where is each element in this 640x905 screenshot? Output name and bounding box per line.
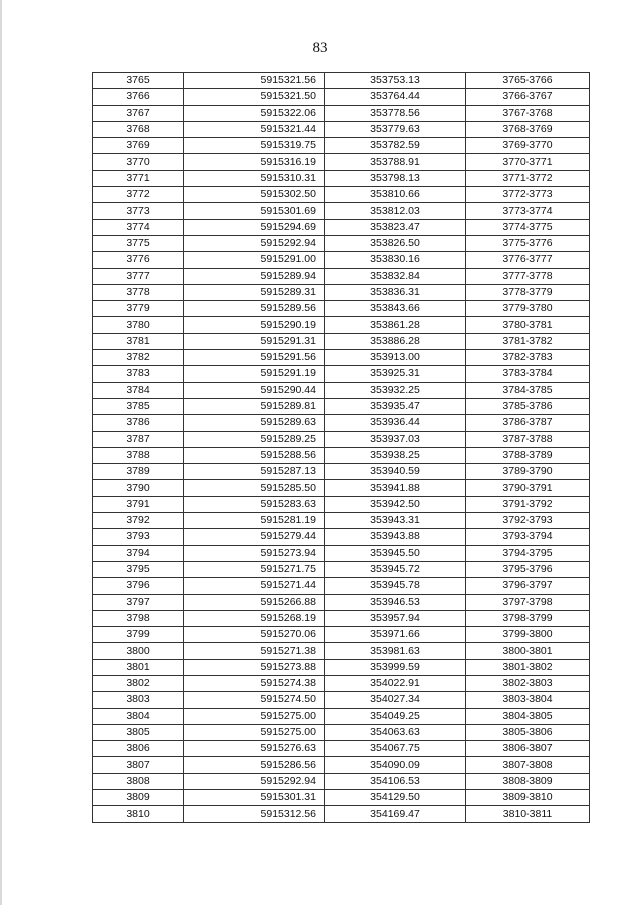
point-number-cell: 3774 [93, 219, 184, 235]
y-coordinate-cell: 353971.66 [325, 627, 466, 643]
x-coordinate-cell: 5915290.19 [184, 317, 325, 333]
point-number-cell: 3775 [93, 235, 184, 251]
point-number-cell: 3782 [93, 350, 184, 366]
y-coordinate-cell: 353938.25 [325, 447, 466, 463]
segment-cell: 3794-3795 [466, 545, 590, 561]
table-row [93, 594, 590, 610]
table-row [93, 545, 590, 561]
x-coordinate-cell: 5915292.94 [184, 773, 325, 789]
y-coordinate-cell: 353940.59 [325, 464, 466, 480]
table-row [93, 806, 590, 822]
table-row [93, 138, 590, 154]
point-number-cell: 3794 [93, 545, 184, 561]
x-coordinate-cell: 5915312.56 [184, 806, 325, 822]
segment-cell: 3765-3766 [466, 73, 590, 89]
point-number-cell: 3795 [93, 561, 184, 577]
segment-cell: 3783-3784 [466, 366, 590, 382]
point-number-cell: 3788 [93, 447, 184, 463]
y-coordinate-cell: 353812.03 [325, 203, 466, 219]
x-coordinate-cell: 5915301.69 [184, 203, 325, 219]
segment-cell: 3787-3788 [466, 431, 590, 447]
point-number-cell: 3766 [93, 89, 184, 105]
point-number-cell: 3784 [93, 382, 184, 398]
point-number-cell: 3781 [93, 333, 184, 349]
table-row [93, 496, 590, 512]
point-number-cell: 3791 [93, 496, 184, 512]
point-number-cell: 3780 [93, 317, 184, 333]
segment-cell: 3795-3796 [466, 561, 590, 577]
segment-cell: 3776-3777 [466, 252, 590, 268]
table-row [93, 170, 590, 186]
x-coordinate-cell: 5915273.88 [184, 659, 325, 675]
point-number-cell: 3785 [93, 398, 184, 414]
x-coordinate-cell: 5915290.44 [184, 382, 325, 398]
x-coordinate-cell: 5915274.38 [184, 675, 325, 691]
y-coordinate-cell: 353788.91 [325, 154, 466, 170]
y-coordinate-cell: 353779.63 [325, 121, 466, 137]
point-number-cell: 3770 [93, 154, 184, 170]
point-number-cell: 3807 [93, 757, 184, 773]
point-number-cell: 3786 [93, 415, 184, 431]
x-coordinate-cell: 5915289.94 [184, 268, 325, 284]
point-number-cell: 3801 [93, 659, 184, 675]
y-coordinate-cell: 353830.16 [325, 252, 466, 268]
segment-cell: 3796-3797 [466, 578, 590, 594]
x-coordinate-cell: 5915321.56 [184, 73, 325, 89]
y-coordinate-cell: 354022.91 [325, 675, 466, 691]
table-row [93, 187, 590, 203]
x-coordinate-cell: 5915283.63 [184, 496, 325, 512]
point-number-cell: 3776 [93, 252, 184, 268]
x-coordinate-cell: 5915289.56 [184, 301, 325, 317]
y-coordinate-cell: 353999.59 [325, 659, 466, 675]
y-coordinate-cell: 354169.47 [325, 806, 466, 822]
x-coordinate-cell: 5915276.63 [184, 741, 325, 757]
table-row [93, 350, 590, 366]
point-number-cell: 3799 [93, 627, 184, 643]
segment-cell: 3797-3798 [466, 594, 590, 610]
x-coordinate-cell: 5915286.56 [184, 757, 325, 773]
segment-cell: 3768-3769 [466, 121, 590, 137]
table-row [93, 513, 590, 529]
segment-cell: 3810-3811 [466, 806, 590, 822]
point-number-cell: 3778 [93, 284, 184, 300]
x-coordinate-cell: 5915266.88 [184, 594, 325, 610]
segment-cell: 3766-3767 [466, 89, 590, 105]
point-number-cell: 3803 [93, 692, 184, 708]
table-row [93, 447, 590, 463]
y-coordinate-cell: 354063.63 [325, 724, 466, 740]
x-coordinate-cell: 5915289.63 [184, 415, 325, 431]
point-number-cell: 3783 [93, 366, 184, 382]
segment-cell: 3805-3806 [466, 724, 590, 740]
segment-cell: 3799-3800 [466, 627, 590, 643]
segment-cell: 3807-3808 [466, 757, 590, 773]
table-row [93, 675, 590, 691]
x-coordinate-cell: 5915292.94 [184, 235, 325, 251]
y-coordinate-cell: 353946.53 [325, 594, 466, 610]
page-number: 83 [312, 40, 328, 56]
point-number-cell: 3772 [93, 187, 184, 203]
segment-cell: 3790-3791 [466, 480, 590, 496]
table-row [93, 398, 590, 414]
point-number-cell: 3804 [93, 708, 184, 724]
segment-cell: 3781-3782 [466, 333, 590, 349]
segment-cell: 3767-3768 [466, 105, 590, 121]
x-coordinate-cell: 5915268.19 [184, 610, 325, 626]
x-coordinate-cell: 5915279.44 [184, 529, 325, 545]
y-coordinate-cell: 353861.28 [325, 317, 466, 333]
y-coordinate-cell: 353937.03 [325, 431, 466, 447]
y-coordinate-cell: 354090.09 [325, 757, 466, 773]
segment-cell: 3800-3801 [466, 643, 590, 659]
y-coordinate-cell: 353823.47 [325, 219, 466, 235]
segment-cell: 3779-3780 [466, 301, 590, 317]
point-number-cell: 3792 [93, 513, 184, 529]
table-row [93, 578, 590, 594]
point-number-cell: 3773 [93, 203, 184, 219]
table-row [93, 627, 590, 643]
x-coordinate-cell: 5915270.06 [184, 627, 325, 643]
y-coordinate-cell: 353832.84 [325, 268, 466, 284]
y-coordinate-cell: 354067.75 [325, 741, 466, 757]
y-coordinate-cell: 353753.13 [325, 73, 466, 89]
segment-cell: 3791-3792 [466, 496, 590, 512]
y-coordinate-cell: 353886.28 [325, 333, 466, 349]
table-row [93, 415, 590, 431]
segment-cell: 3803-3804 [466, 692, 590, 708]
point-number-cell: 3796 [93, 578, 184, 594]
table-row [93, 741, 590, 757]
segment-cell: 3772-3773 [466, 187, 590, 203]
point-number-cell: 3793 [93, 529, 184, 545]
x-coordinate-cell: 5915291.31 [184, 333, 325, 349]
point-number-cell: 3808 [93, 773, 184, 789]
segment-cell: 3801-3802 [466, 659, 590, 675]
table-row [93, 529, 590, 545]
table-row [93, 708, 590, 724]
x-coordinate-cell: 5915302.50 [184, 187, 325, 203]
table-row [93, 252, 590, 268]
segment-cell: 3784-3785 [466, 382, 590, 398]
table-row [93, 121, 590, 137]
y-coordinate-cell: 353957.94 [325, 610, 466, 626]
y-coordinate-cell: 353826.50 [325, 235, 466, 251]
segment-cell: 3806-3807 [466, 741, 590, 757]
x-coordinate-cell: 5915294.69 [184, 219, 325, 235]
y-coordinate-cell: 354129.50 [325, 790, 466, 806]
y-coordinate-cell: 353782.59 [325, 138, 466, 154]
point-number-cell: 3806 [93, 741, 184, 757]
scan-edge [0, 0, 2, 905]
x-coordinate-cell: 5915291.00 [184, 252, 325, 268]
segment-cell: 3802-3803 [466, 675, 590, 691]
segment-cell: 3775-3776 [466, 235, 590, 251]
y-coordinate-cell: 353836.31 [325, 284, 466, 300]
segment-cell: 3769-3770 [466, 138, 590, 154]
table-row [93, 268, 590, 284]
table-row [93, 724, 590, 740]
table-row [93, 692, 590, 708]
table-row [93, 89, 590, 105]
x-coordinate-cell: 5915271.75 [184, 561, 325, 577]
coordinates-table [92, 72, 590, 823]
segment-cell: 3808-3809 [466, 773, 590, 789]
x-coordinate-cell: 5915289.31 [184, 284, 325, 300]
point-number-cell: 3790 [93, 480, 184, 496]
segment-cell: 3782-3783 [466, 350, 590, 366]
segment-cell: 3809-3810 [466, 790, 590, 806]
table-row [93, 203, 590, 219]
point-number-cell: 3789 [93, 464, 184, 480]
coordinates-table-body [93, 73, 590, 823]
x-coordinate-cell: 5915274.50 [184, 692, 325, 708]
y-coordinate-cell: 353935.47 [325, 398, 466, 414]
table-row [93, 154, 590, 170]
y-coordinate-cell: 353810.66 [325, 187, 466, 203]
point-number-cell: 3805 [93, 724, 184, 740]
segment-cell: 3804-3805 [466, 708, 590, 724]
x-coordinate-cell: 5915310.31 [184, 170, 325, 186]
y-coordinate-cell: 354106.53 [325, 773, 466, 789]
table-row [93, 464, 590, 480]
segment-cell: 3770-3771 [466, 154, 590, 170]
x-coordinate-cell: 5915271.44 [184, 578, 325, 594]
x-coordinate-cell: 5915281.19 [184, 513, 325, 529]
segment-cell: 3789-3790 [466, 464, 590, 480]
y-coordinate-cell: 353936.44 [325, 415, 466, 431]
x-coordinate-cell: 5915273.94 [184, 545, 325, 561]
table-row [93, 757, 590, 773]
x-coordinate-cell: 5915322.06 [184, 105, 325, 121]
table-row [93, 317, 590, 333]
x-coordinate-cell: 5915291.56 [184, 350, 325, 366]
y-coordinate-cell: 353778.56 [325, 105, 466, 121]
point-number-cell: 3777 [93, 268, 184, 284]
table-row [93, 480, 590, 496]
segment-cell: 3788-3789 [466, 447, 590, 463]
x-coordinate-cell: 5915288.56 [184, 447, 325, 463]
point-number-cell: 3809 [93, 790, 184, 806]
y-coordinate-cell: 354049.25 [325, 708, 466, 724]
y-coordinate-cell: 353943.88 [325, 529, 466, 545]
y-coordinate-cell: 353981.63 [325, 643, 466, 659]
segment-cell: 3792-3793 [466, 513, 590, 529]
segment-cell: 3773-3774 [466, 203, 590, 219]
y-coordinate-cell: 353941.88 [325, 480, 466, 496]
point-number-cell: 3765 [93, 73, 184, 89]
table-row [93, 219, 590, 235]
table-row [93, 284, 590, 300]
x-coordinate-cell: 5915319.75 [184, 138, 325, 154]
y-coordinate-cell: 353925.31 [325, 366, 466, 382]
point-number-cell: 3798 [93, 610, 184, 626]
table-row [93, 333, 590, 349]
table-row [93, 790, 590, 806]
table-row [93, 659, 590, 675]
y-coordinate-cell: 353945.72 [325, 561, 466, 577]
x-coordinate-cell: 5915285.50 [184, 480, 325, 496]
table-row [93, 235, 590, 251]
table-row [93, 301, 590, 317]
x-coordinate-cell: 5915321.50 [184, 89, 325, 105]
segment-cell: 3786-3787 [466, 415, 590, 431]
table-row [93, 73, 590, 89]
x-coordinate-cell: 5915289.25 [184, 431, 325, 447]
segment-cell: 3798-3799 [466, 610, 590, 626]
y-coordinate-cell: 353942.50 [325, 496, 466, 512]
segment-cell: 3778-3779 [466, 284, 590, 300]
table-row [93, 773, 590, 789]
y-coordinate-cell: 353798.13 [325, 170, 466, 186]
point-number-cell: 3797 [93, 594, 184, 610]
segment-cell: 3777-3778 [466, 268, 590, 284]
x-coordinate-cell: 5915321.44 [184, 121, 325, 137]
segment-cell: 3774-3775 [466, 219, 590, 235]
segment-cell: 3771-3772 [466, 170, 590, 186]
table-row [93, 431, 590, 447]
table-row [93, 561, 590, 577]
point-number-cell: 3767 [93, 105, 184, 121]
x-coordinate-cell: 5915316.19 [184, 154, 325, 170]
segment-cell: 3793-3794 [466, 529, 590, 545]
table-row [93, 105, 590, 121]
point-number-cell: 3779 [93, 301, 184, 317]
point-number-cell: 3787 [93, 431, 184, 447]
y-coordinate-cell: 353843.66 [325, 301, 466, 317]
point-number-cell: 3810 [93, 806, 184, 822]
y-coordinate-cell: 353945.50 [325, 545, 466, 561]
x-coordinate-cell: 5915271.38 [184, 643, 325, 659]
x-coordinate-cell: 5915287.13 [184, 464, 325, 480]
x-coordinate-cell: 5915301.31 [184, 790, 325, 806]
y-coordinate-cell: 353913.00 [325, 350, 466, 366]
point-number-cell: 3771 [93, 170, 184, 186]
segment-cell: 3785-3786 [466, 398, 590, 414]
table-row [93, 366, 590, 382]
table-row [93, 610, 590, 626]
table-row [93, 643, 590, 659]
y-coordinate-cell: 353945.78 [325, 578, 466, 594]
table-row [93, 382, 590, 398]
point-number-cell: 3769 [93, 138, 184, 154]
y-coordinate-cell: 353932.25 [325, 382, 466, 398]
x-coordinate-cell: 5915275.00 [184, 708, 325, 724]
point-number-cell: 3802 [93, 675, 184, 691]
point-number-cell: 3768 [93, 121, 184, 137]
point-number-cell: 3800 [93, 643, 184, 659]
x-coordinate-cell: 5915291.19 [184, 366, 325, 382]
x-coordinate-cell: 5915275.00 [184, 724, 325, 740]
y-coordinate-cell: 354027.34 [325, 692, 466, 708]
x-coordinate-cell: 5915289.81 [184, 398, 325, 414]
segment-cell: 3780-3781 [466, 317, 590, 333]
y-coordinate-cell: 353943.31 [325, 513, 466, 529]
y-coordinate-cell: 353764.44 [325, 89, 466, 105]
